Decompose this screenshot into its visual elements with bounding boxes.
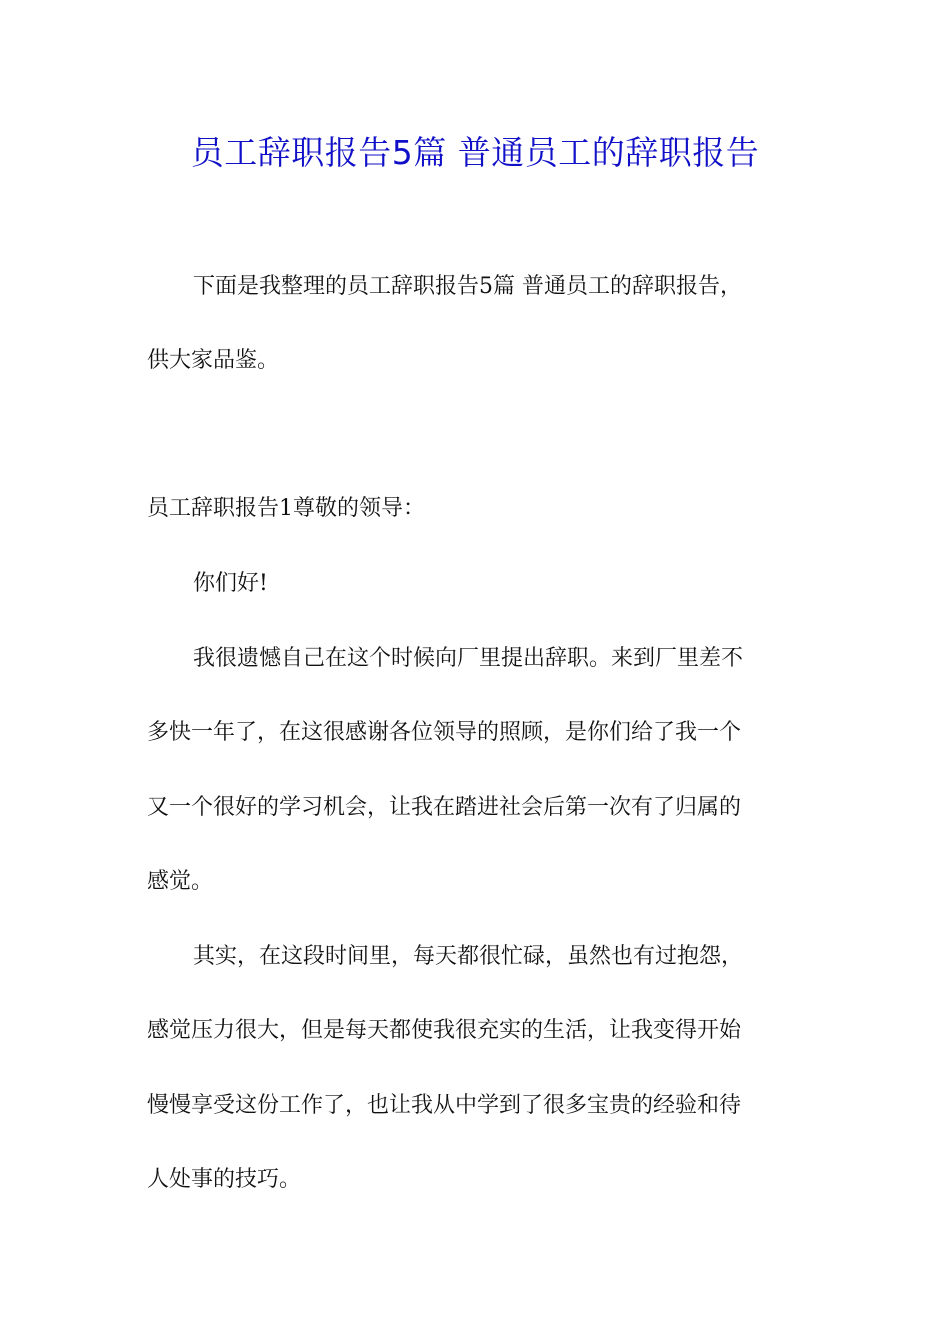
text-line: 感觉。 — [147, 869, 214, 894]
text-line: 人处事的技巧。 — [147, 1167, 302, 1192]
text-line: 下面是我整理的员工辞职报告5篇 普通员工的辞职报告， — [193, 274, 742, 299]
text-line: 感觉压力很大，但是每天都使我很充实的生活，让我变得开始 — [147, 1018, 742, 1043]
text-line: 我很遗憾自己在这个时候向厂里提出辞职。来到厂里差不 — [193, 646, 744, 671]
text-line: 又一个很好的学习机会，让我在踏进社会后第一次有了归属的 — [147, 795, 742, 820]
text-line: 多快一年了，在这很感谢各位领导的照顾，是你们给了我一个 — [147, 720, 742, 745]
section-heading: 员工辞职报告1尊敬的领导： — [147, 496, 425, 521]
text-line: 慢慢享受这份工作了，也让我从中学到了很多宝贵的经验和待 — [147, 1093, 742, 1118]
text-line: 供大家品鉴。 — [147, 348, 280, 373]
document-title: 员工辞职报告5篇 普通员工的辞职报告 — [190, 133, 760, 172]
greeting-line: 你们好! — [193, 571, 268, 596]
text-line: 其实，在这段时间里，每天都很忙碌，虽然也有过抱怨， — [193, 944, 744, 969]
